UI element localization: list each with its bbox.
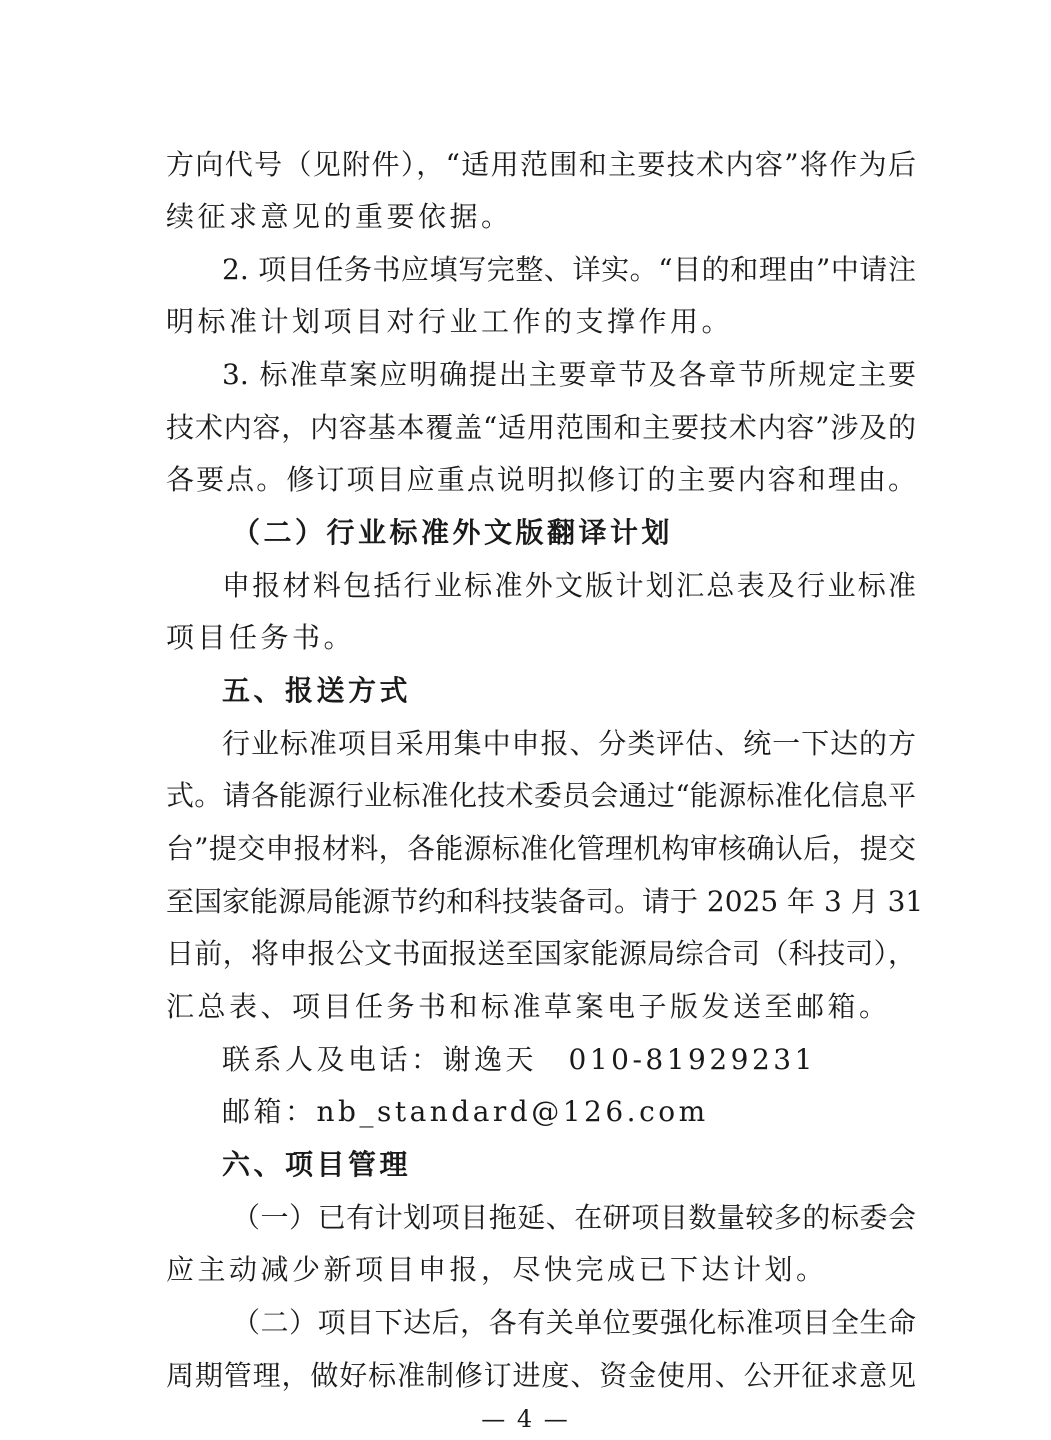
body-text-line: （二）项目下达后，各有关单位要强化标准项目全生命 xyxy=(232,1306,916,1339)
body-text-line: 续征求意见的重要依据。 xyxy=(166,200,513,233)
body-text-line: 申报材料包括行业标准外文版计划汇总表及行业标准 xyxy=(222,569,916,602)
body-text-line: 行业标准项目采用集中申报、分类评估、统一下达的方 xyxy=(222,727,916,760)
section-heading: 五、报送方式 xyxy=(222,674,412,707)
contact-phone: 联系人及电话：谢逸天 010-81929231 xyxy=(222,1043,816,1076)
body-text-line: 式。请各能源行业标准化技术委员会通过“能源标准化信息平 xyxy=(166,779,916,812)
body-text-line: 技术内容，内容基本覆盖“适用范围和主要技术内容”涉及的 xyxy=(166,411,916,444)
section-heading: 六、项目管理 xyxy=(222,1148,412,1181)
body-text-line: 汇总表、项目任务书和标准草案电子版发送至邮箱。 xyxy=(166,990,891,1023)
body-text-line: 明标准计划项目对行业工作的支撑作用。 xyxy=(166,305,734,338)
page-number: — 4 — xyxy=(481,1405,570,1433)
body-text-line: 台”提交申报材料，各能源标准化管理机构审核确认后，提交 xyxy=(166,832,916,865)
body-text-line: 项目任务书。 xyxy=(166,621,356,654)
body-text-line: 各要点。修订项目应重点说明拟修订的主要内容和理由。 xyxy=(166,463,916,496)
body-text-line: 方向代号（见附件），“适用范围和主要技术内容”将作为后 xyxy=(166,148,916,181)
list-item-2: 2. 项目任务书应填写完整、详实。“目的和理由”中请注 xyxy=(222,253,916,286)
body-text-line: 周期管理，做好标准制修订进度、资金使用、公开征求意见 xyxy=(166,1359,916,1392)
subsection-heading: （二）行业标准外文版翻译计划 xyxy=(232,516,674,549)
body-text-line: 日前，将申报公文书面报送至国家能源局综合司（科技司）， xyxy=(166,937,916,970)
body-text-line: （一）已有计划项目拖延、在研项目数量较多的标委会 xyxy=(232,1201,916,1234)
body-text-line: 应主动减少新项目申报，尽快完成已下达计划。 xyxy=(166,1253,828,1286)
body-text-line: 至国家能源局能源节约和科技装备司。请于 2025 年 3 月 31 xyxy=(166,885,924,918)
contact-email: 邮箱：nb_standard@126.com xyxy=(222,1095,709,1128)
list-item-3: 3. 标准草案应明确提出主要章节及各章节所规定主要 xyxy=(222,358,916,391)
